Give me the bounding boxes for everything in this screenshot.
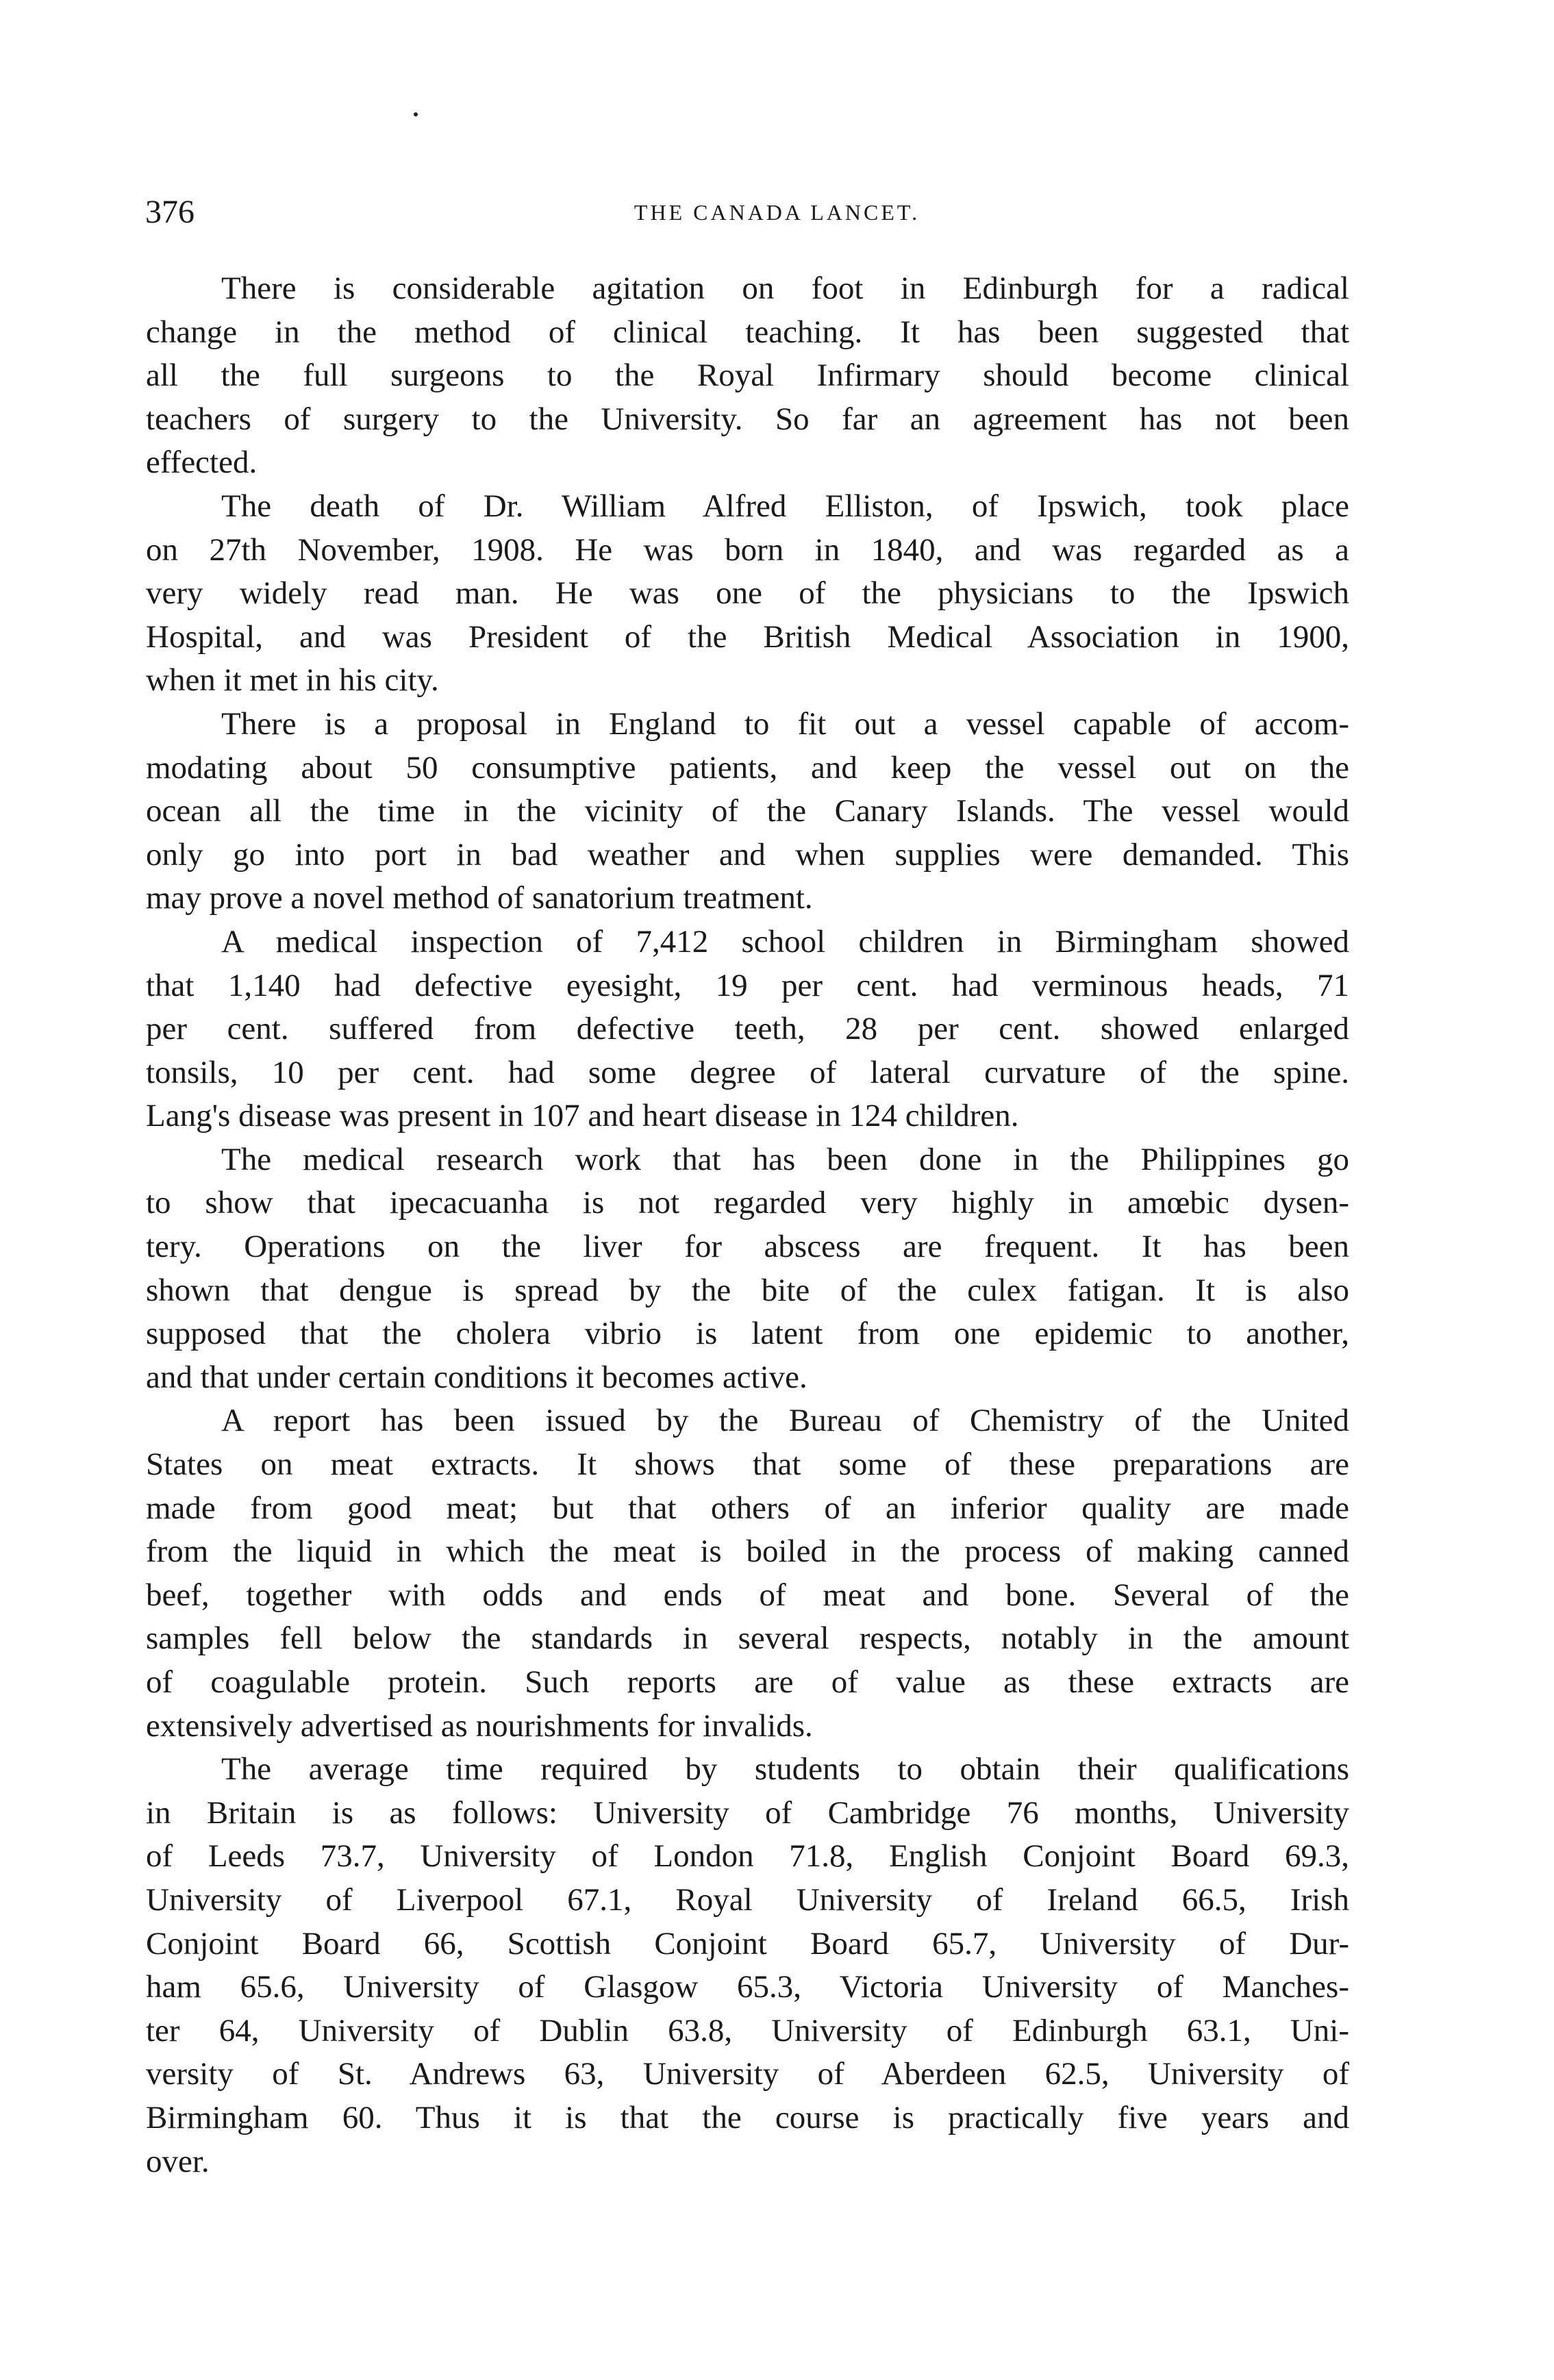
text-line: only go into port in bad weather and when supplies were demanded. This bbox=[146, 836, 1349, 873]
text-line: There is a proposal in England to fit out a vessel capable of accom- bbox=[221, 705, 1349, 742]
text-line: made from good meat; but that others of an inferior quality are made bbox=[146, 1490, 1349, 1526]
text-line: that 1,140 had defective eyesight, 19 per cent. had verminous heads, 71 bbox=[146, 967, 1349, 1003]
text-line: ter 64, University of Dublin 63.8, University of Edinburgh 63.1, Uni- bbox=[146, 2012, 1349, 2049]
text-line: Lang's disease was present in 107 and heart disease in 124 children. bbox=[146, 1098, 1019, 1134]
text-line: ham 65.6, University of Glasgow 65.3, Victoria University of Manches- bbox=[146, 1969, 1349, 2005]
text-line: shown that dengue is spread by the bite of the culex fatigan. It is also bbox=[146, 1272, 1349, 1308]
paragraph bbox=[146, 485, 1349, 703]
text-line: effected. bbox=[146, 444, 258, 481]
text-line: to show that ipecacuanha is not regarded very highly in amœbic dysen- bbox=[146, 1185, 1349, 1221]
paragraph bbox=[146, 1399, 1349, 1748]
text-line: change in the method of clinical teaching. It has been suggested that bbox=[146, 314, 1349, 350]
text-line: The average time required by students to obtain their qualifications bbox=[221, 1751, 1349, 1788]
text-line: of coagulable protein. Such reports are of value as these extracts are bbox=[146, 1664, 1349, 1700]
paragraph bbox=[146, 267, 1349, 485]
text-line: per cent. suffered from defective teeth, 28 per cent. showed enlarged bbox=[146, 1011, 1349, 1047]
text-line: University of Liverpool 67.1, Royal University of Ireland 66.5, Irish bbox=[146, 1881, 1349, 1918]
text-line: versity of St. Andrews 63, University of Aberdeen 62.5, University of bbox=[146, 2056, 1349, 2092]
text-line: tonsils, 10 per cent. had some degree of lateral curvature of the spine. bbox=[146, 1054, 1349, 1090]
text-line: Birmingham 60. Thus it is that the course is practically five years and bbox=[146, 2099, 1349, 2135]
text-line: Hospital, and was President of the British Medical Association in 1900, bbox=[146, 618, 1349, 655]
text-line: Conjoint Board 66, Scottish Conjoint Board 65.7, University of Dur- bbox=[146, 1925, 1349, 1962]
text-line: from the liquid in which the meat is boiled in the process of making canned bbox=[146, 1533, 1349, 1570]
text-line: over. bbox=[146, 2143, 210, 2179]
paragraph bbox=[146, 920, 1349, 1138]
running-title: THE CANADA LANCET. bbox=[634, 200, 920, 225]
text-line: of Leeds 73.7, University of London 71.8, English Conjoint Board 69.3, bbox=[146, 1838, 1349, 1875]
stray-dot bbox=[414, 112, 418, 116]
text-line: ocean all the time in the vicinity of the Canary Islands. The vessel would bbox=[146, 793, 1349, 829]
page-number: 376 bbox=[145, 194, 195, 230]
text-line: tery. Operations on the liver for abscess are frequent. It has been bbox=[146, 1229, 1349, 1265]
text-line: extensively advertised as nourishments for invalids. bbox=[146, 1707, 813, 1744]
text-line: The death of Dr. William Alfred Elliston, of Ipswich, took place bbox=[221, 488, 1349, 524]
text-line: may prove a novel method of sanatorium treatment. bbox=[146, 880, 813, 916]
text-line: samples fell below the standards in several respects, notably in the amount bbox=[146, 1620, 1349, 1657]
text-line: A report has been issued by the Bureau of Chemistry of the United bbox=[221, 1403, 1349, 1439]
text-line: States on meat extracts. It shows that some of these preparations are bbox=[146, 1446, 1349, 1483]
paragraph bbox=[146, 1138, 1349, 1400]
text-line: There is considerable agitation on foot in Edinburgh for a radical bbox=[221, 271, 1349, 306]
text-line: beef, together with odds and ends of meat and bone. Several of the bbox=[146, 1577, 1349, 1613]
text-line: in Britain is as follows: University of Cambridge 76 months, University bbox=[146, 1794, 1349, 1831]
text-line: modating about 50 consumptive patients, and keep the vessel out on the bbox=[146, 749, 1349, 786]
text-line: when it met in his city. bbox=[146, 662, 439, 699]
text-line: The medical research work that has been done in the Philippines go bbox=[221, 1141, 1349, 1177]
paragraph bbox=[146, 1748, 1349, 2183]
text-line: supposed that the cholera vibrio is latent from one epidemic to another, bbox=[146, 1316, 1349, 1352]
text-line: all the full surgeons to the Royal Infirmary should become clinical bbox=[146, 358, 1349, 394]
text-line: A medical inspection of 7,412 school children in Birmingham showed bbox=[221, 923, 1349, 960]
text-line: on 27th November, 1908. He was born in 1840, and was regarded as a bbox=[146, 531, 1349, 568]
text-line: teachers of surgery to the University. So far an agreement has not been bbox=[146, 401, 1349, 437]
text-line: and that under certain conditions it becomes active. bbox=[146, 1359, 807, 1395]
article-body bbox=[146, 267, 1349, 2183]
paragraph bbox=[146, 703, 1349, 920]
text-line: very widely read man. He was one of the physicians to the Ipswich bbox=[146, 575, 1349, 612]
